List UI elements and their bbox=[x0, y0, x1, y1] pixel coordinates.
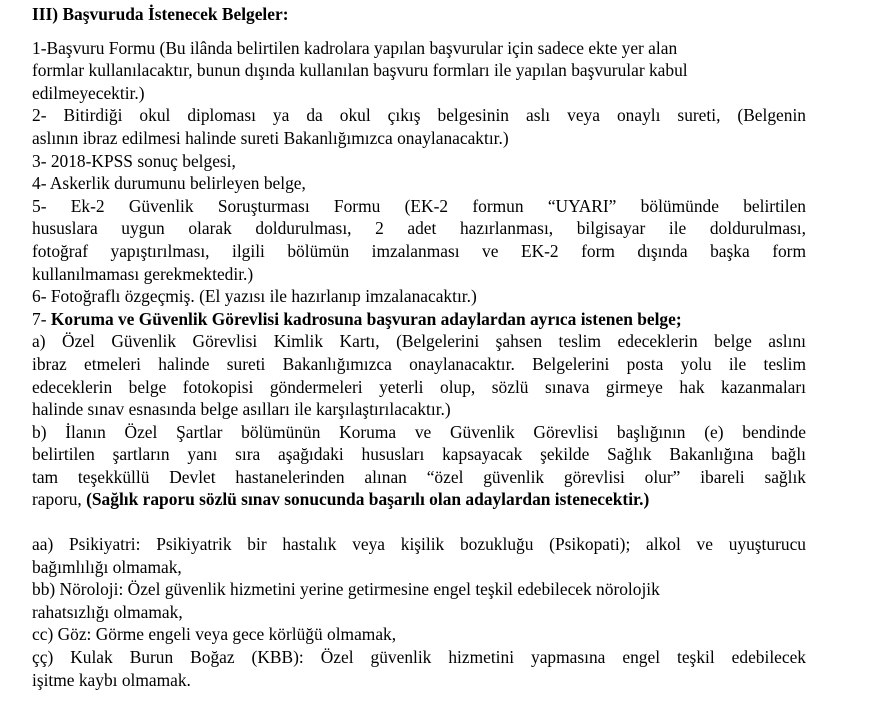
item-2 bbox=[32, 104, 873, 149]
item-a bbox=[32, 330, 873, 420]
item-4: 4- Askerlik durumunu belirleyen belge, bbox=[32, 173, 306, 194]
item-bb-line-2: rahatsızlığı olmamak, bbox=[32, 601, 183, 622]
item-b bbox=[32, 421, 873, 511]
item-a-line-1: a) Özel Güvenlik Görevlisi Kimlik Kartı, (Belgelerini şahsen teslim edeceklerin belge aslını bbox=[32, 331, 806, 352]
item-7-prefix: 7- bbox=[32, 308, 51, 329]
item-5-line-2: hususlara uygun olarak doldurulması, 2 adet hazırlanması, bilgisayar ile doldurulması, bbox=[32, 218, 806, 239]
item-a-line-3: edeceklerin belge fotokopisi göndermeleri yeterli olup, sözlü sınava girmeye hak kazanmaları bbox=[32, 376, 806, 397]
item-cc2 bbox=[32, 646, 873, 691]
item-7-bold: Koruma ve Güvenlik Görevlisi kadrosuna başvuran adaylardan ayrıca istenen belge; bbox=[50, 308, 682, 329]
item-7 bbox=[32, 308, 873, 331]
item-a-line-4: halinde sınav esnasında belge asılları ile karşılaştırılacaktır.) bbox=[32, 399, 451, 420]
item-b-last-bold: (Sağlık raporu sözlü sınav sonucunda başarılı olan adaylardan istenecektir.) bbox=[86, 489, 650, 510]
item-aa-line-1: aa) Psikiyatri: Psikiyatrik bir hastalık veya kişilik bozukluğu (Psikopati); alkol ve uyuşturucu bbox=[32, 534, 806, 555]
item-5-line-4: kullanılmaması gerekmektedir.) bbox=[32, 263, 254, 284]
item-2-line-1: 2- Bitirdiği okul diploması ya da okul çıkış belgesinin aslı veya onaylı sureti, (Belgenin bbox=[32, 105, 806, 126]
item-3: 3- 2018-KPSS sonuç belgesi, bbox=[32, 150, 236, 171]
blank-line bbox=[32, 511, 873, 533]
item-bb bbox=[32, 578, 873, 623]
item-aa-line-2: bağımlılığı olmamak, bbox=[32, 556, 182, 577]
item-1-line-3: edilmeyecektir.) bbox=[32, 82, 145, 103]
item-cc2-line-2: işitme kaybı olmamak. bbox=[32, 669, 191, 690]
item-b-line-2: belirtilen şartların yanı sıra aşağıdaki hususları kapsayacak şekilde Sağlık Bakanlığına bağlı bbox=[32, 444, 806, 465]
section-heading: III) Başvuruda İstenecek Belgeler: bbox=[32, 4, 289, 24]
item-5-line-1: 5- Ek-2 Güvenlik Soruşturması Formu (EK-2 formun “UYARI” bölümünde belirtilen bbox=[32, 195, 806, 216]
item-6: 6- Fotoğraflı özgeçmiş. (El yazısı ile hazırlanıp imzalanacaktır.) bbox=[32, 286, 477, 307]
item-b-line-1: b) İlanın Özel Şartlar bölümünün Koruma ve Güvenlik Görevlisi başlığının (e) bendinde bbox=[32, 421, 806, 442]
item-5 bbox=[32, 195, 873, 285]
item-b-line-4 bbox=[32, 488, 873, 511]
item-aa bbox=[32, 533, 873, 578]
item-2-line-2: aslının ibraz edilmesi halinde sureti Bakanlığımızca onaylanacaktır.) bbox=[32, 127, 509, 148]
item-b-last-prefix: raporu, bbox=[32, 489, 87, 510]
item-cc2-line-1: çç) Kulak Burun Boğaz (KBB): Özel güvenlik hizmetini yapmasına engel teşkil edebilecek bbox=[32, 647, 806, 668]
item-1 bbox=[32, 37, 873, 105]
item-1-line-2: formlar kullanılacaktır, bunun dışında kullanılan başvuru formları ile yapılan başvurular kabul bbox=[32, 60, 688, 81]
item-cc: cc) Göz: Görme engeli veya gece körlüğü olmamak, bbox=[32, 624, 397, 645]
item-a-line-2: ibraz etmeleri halinde sureti Bakanlığımızca onaylanacaktır. Belgelerini posta yolu ile teslim bbox=[32, 353, 806, 374]
item-1-line-1: 1-Başvuru Formu (Bu ilânda belirtilen kadrolara yapılan başvurular için sadece ekte yer alan bbox=[32, 37, 678, 58]
item-5-line-3: fotoğraf yapıştırılması, ilgili bölümün imzalanması ve EK-2 form dışında başka form bbox=[32, 240, 806, 261]
item-bb-line-1: bb) Nöroloji: Özel güvenlik hizmetini yerine getirmesine engel teşkil edebilecek nörolojik bbox=[32, 579, 660, 600]
item-b-line-3: tam teşekküllü Devlet hastanelerinden alınan “özel güvenlik görevlisi olur” ibareli sağlık bbox=[32, 466, 806, 487]
